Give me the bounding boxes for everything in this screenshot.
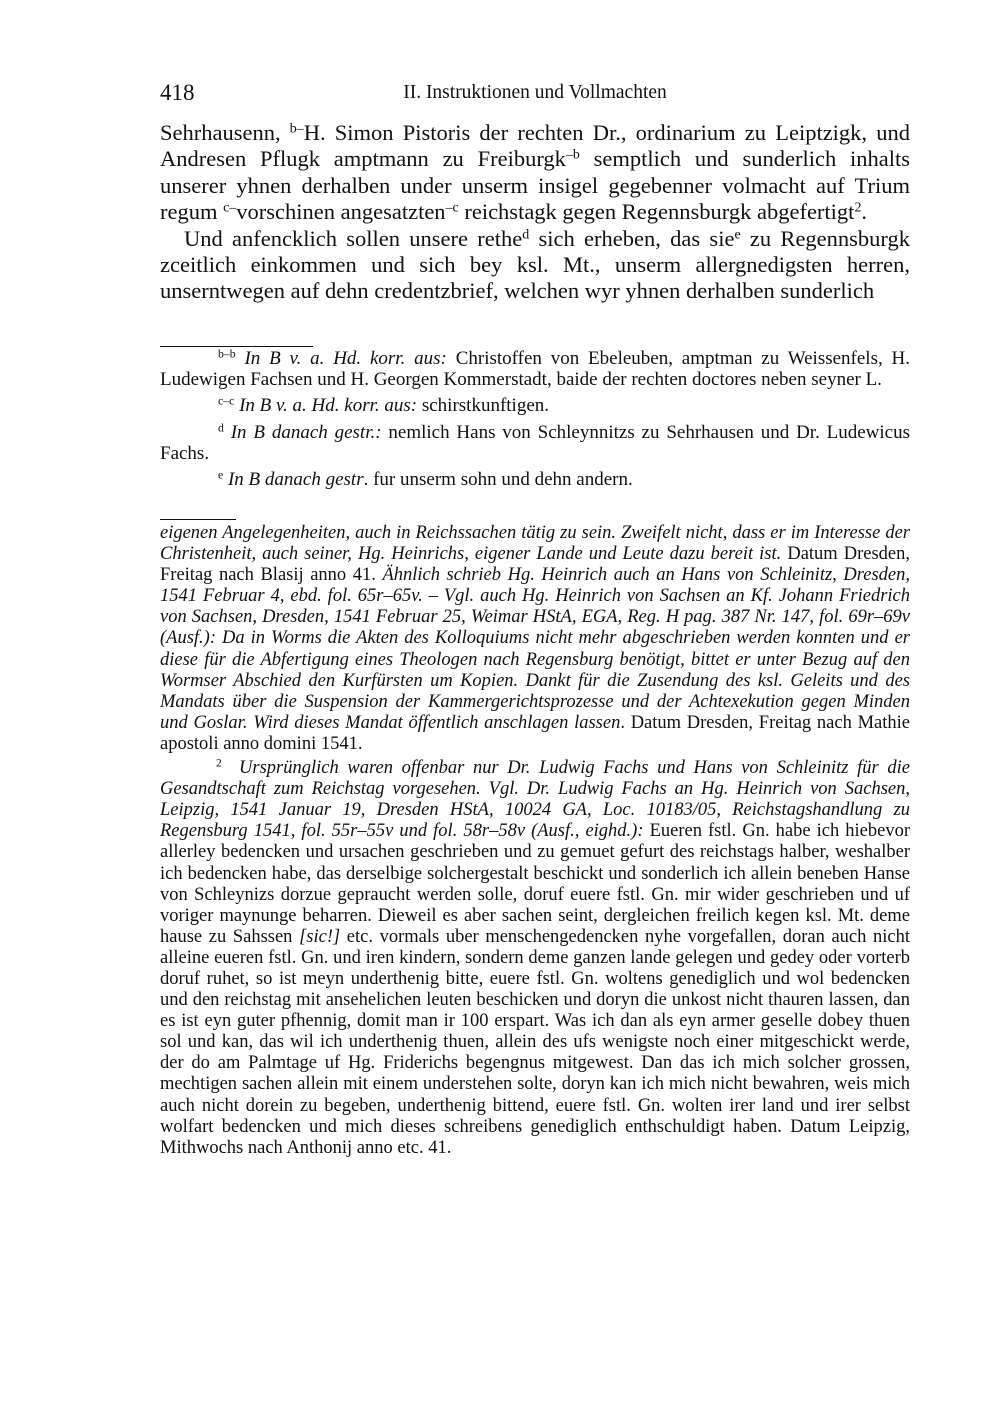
text-run: etc. vormals uber menschengedencken nyhe vorgefallen, doran auch nicht alleine eueren fstl. Gn. und iren kindern, sondern deme ganzen lande gelegen und gedey oder vorterb doruf ruhet, so ist meyn underthenig bitte, euere fstl. Gn. woltens genediglich und wol bedencken und den reichstag mit ansehelichen leuten beschicken und doryn die unkost nicht thauren lassen, dan es ist eyn guter pfhennig, domit man ir 100 erspart. Was ich dan als eyn armer geselle dobey thuen sol und kan, das wil ich underthenig thuen, allein des ufs wenigste noch einer mitgeschickt werde, der do am Palmtage uf Hg. Friderichs begengnus mitgewest. Dan das ich mich solcher grossen, mechtigen sachen allein mit einem understehen solte, doryn kan ich mich nicht bewahren, weis mich auch nicht dorein zu begeben, underthenig bittend, euere fstl. Gn. wolten irer land und irer selbst wolfart bedencken und mich dieses schreibens genediglich enthschuldigt haben. Datum Leipzig, Mithwochs nach Anthonij anno etc. 41. <box>160 926 911 1158</box>
text-run: Sehrhausenn, <box>160 120 290 145</box>
text-run: zu Regennsburgk zceitlich einkommen und sich bey ksl. Mt., unserm allergnedigsten herren, unserntwegen auf dehn credentzbrief, welchen wyr yhnen derhalben sunderlich <box>160 225 911 304</box>
apparatus-note-mark: e <box>218 468 224 482</box>
footnote-mark: 2 <box>854 200 862 216</box>
text-run: vorschinen angesatzten <box>236 199 446 225</box>
critical-apparatus <box>160 348 910 495</box>
apparatus-mark: –c <box>445 200 459 216</box>
apparatus-note-text: nemlich Hans von Schleynnitzs zu Sehrhausen und Dr. Ludewicus Fachs. <box>160 421 911 464</box>
text-run: Datum Dresden, Freitag nach Blasij anno 41. <box>160 544 910 586</box>
apparatus-note-lead: In B v. a. Hd. korr. aus: <box>239 395 418 417</box>
running-title: II. Instruktionen und Vollmachten <box>403 82 667 103</box>
footnotes <box>160 523 910 1162</box>
text-run: semptlich und sunderlich inhalts unserer yhnen derhalben under unserm insigel gegebenner volmacht auf Trium regum <box>160 146 910 225</box>
apparatus-mark: –b <box>565 147 580 163</box>
main-paragraph-2 <box>160 226 910 305</box>
apparatus-mark: c– <box>223 200 237 216</box>
main-paragraph-1 <box>160 120 910 226</box>
page-header <box>160 80 910 108</box>
apparatus-note <box>160 395 910 416</box>
apparatus-mark: d <box>522 226 530 242</box>
apparatus-note-mark: b–b <box>218 347 236 361</box>
footnote-number: 2 <box>216 757 222 770</box>
apparatus-note <box>160 348 910 390</box>
footnote-divider <box>160 519 236 520</box>
text-run: Eueren fstl. Gn. habe ich hiebevor allerley bedencken und ursachen geschrieben und zu gemuet gefurt des reichstags halber, weshalber ich bedencken habe, das derselbige solchergestalt beschickt und sonderlich ich allein beneben Hanse von Schleynizs dorzue gepraucht werden solle, doruf euere fstl. Gn. mir wider geschrieben und uf voriger maynunge beharren. Dieweil es aber sachen seint, dergleichen freilich kegen ksl. Mt. deme hause zu Sahssen <box>160 821 910 947</box>
text-run: reichstagk gegen Regennsburgk abgefertigt <box>458 199 855 225</box>
apparatus-mark: e <box>734 226 741 242</box>
text-run: Ähnlich schrieb Hg. Heinrich auch an Hans von Schleinitz, Dresden, 1541 Februar 4, ebd. fol. 65r–65v. – Vgl. auch Hg. Heinrich von Sachsen an Kf. Johann Friedrich von Sachsen, Dresden, 1541 Februar 25, Weimar HStA, EGA, Reg. H pag. 387 Nr. 147, fol. 69r–69v (Ausf.): Da in Worms die Akten des Kolloquiums nicht mehr abgeschrieben werden konnten und er diese für die Abfertigung eines Theologen nach Regensburg benötigt, bittet er unter Bezug auf den Wormser Abschied den Kurfürsten um Kopien. Dankt für die Zusendung des ksl. Geleits und des Mandats über die Suspension der Kammergerichtsprozesse und der Achtexekution gegen Minden und Goslar. Wird dieses Mandat öffentlich anschlagen lassen <box>160 565 910 733</box>
apparatus-mark: b– <box>289 121 304 137</box>
apparatus-note <box>160 422 910 464</box>
text-run: eigenen Angelegenheiten, auch in Reichssachen tätig zu sein. Zweifelt nicht, dass er im Interesse der Christenheit, auch seiner, Hg. Heinrichs, eigener Lande und Leute dazu bereit ist. <box>160 523 910 565</box>
apparatus-note <box>160 469 910 490</box>
text-run: . Datum Dresden, Freitag nach Mathie apostoli anno domini 1541. <box>160 712 910 754</box>
apparatus-note-mark: d <box>218 421 224 435</box>
footnote-continuation <box>160 523 910 755</box>
apparatus-note-mark: c–c <box>218 394 235 408</box>
apparatus-note-text: Christoffen von Ebeleuben, amptman zu Weissenfels, H. Ludewigen Fachsen und H. Georgen Kommerstadt, baide der rechten doctores neben seyner L. <box>160 348 911 391</box>
apparatus-divider <box>160 346 313 347</box>
text-run: H. Simon Pistoris der rechten Dr., ordinarium zu Leiptzigk, und Andresen Pflugk amptmann zu Freiburgk <box>160 120 910 172</box>
page-number: 418 <box>160 80 195 105</box>
footnote-2 <box>160 758 910 1159</box>
text-run: Ursprünglich waren offenbar nur Dr. Ludwig Fachs und Hans von Schleinitz für die Gesandtschaft zum Reichstag vorgesehen. Vgl. Dr. Ludwig Fachs an Hg. Heinrich von Sachsen, Leipzig, 1541 Januar 19, Dresden HStA, 10024 GA, Loc. 10183/05, Reichstagshandlung zu Regensburg 1541, fol. 55r–55v und fol. 58r–58v (Ausf., eighd.): <box>160 758 911 842</box>
apparatus-note-text: schirstkunftigen. <box>417 395 550 417</box>
text-run: sich erheben, das sie <box>529 225 735 251</box>
main-text <box>160 120 910 305</box>
apparatus-note-lead: In B v. a. Hd. korr. aus: <box>244 348 447 369</box>
text-run: [sic!] <box>299 926 341 947</box>
apparatus-note-lead: In B danach gestr.: <box>230 421 382 443</box>
apparatus-note-lead: In B danach gestr <box>227 469 364 491</box>
apparatus-note-text: . fur unserm sohn und dehn andern. <box>363 469 633 491</box>
text-run: Und anfencklich sollen unsere rethe <box>184 225 523 251</box>
text-run: . <box>861 199 868 225</box>
